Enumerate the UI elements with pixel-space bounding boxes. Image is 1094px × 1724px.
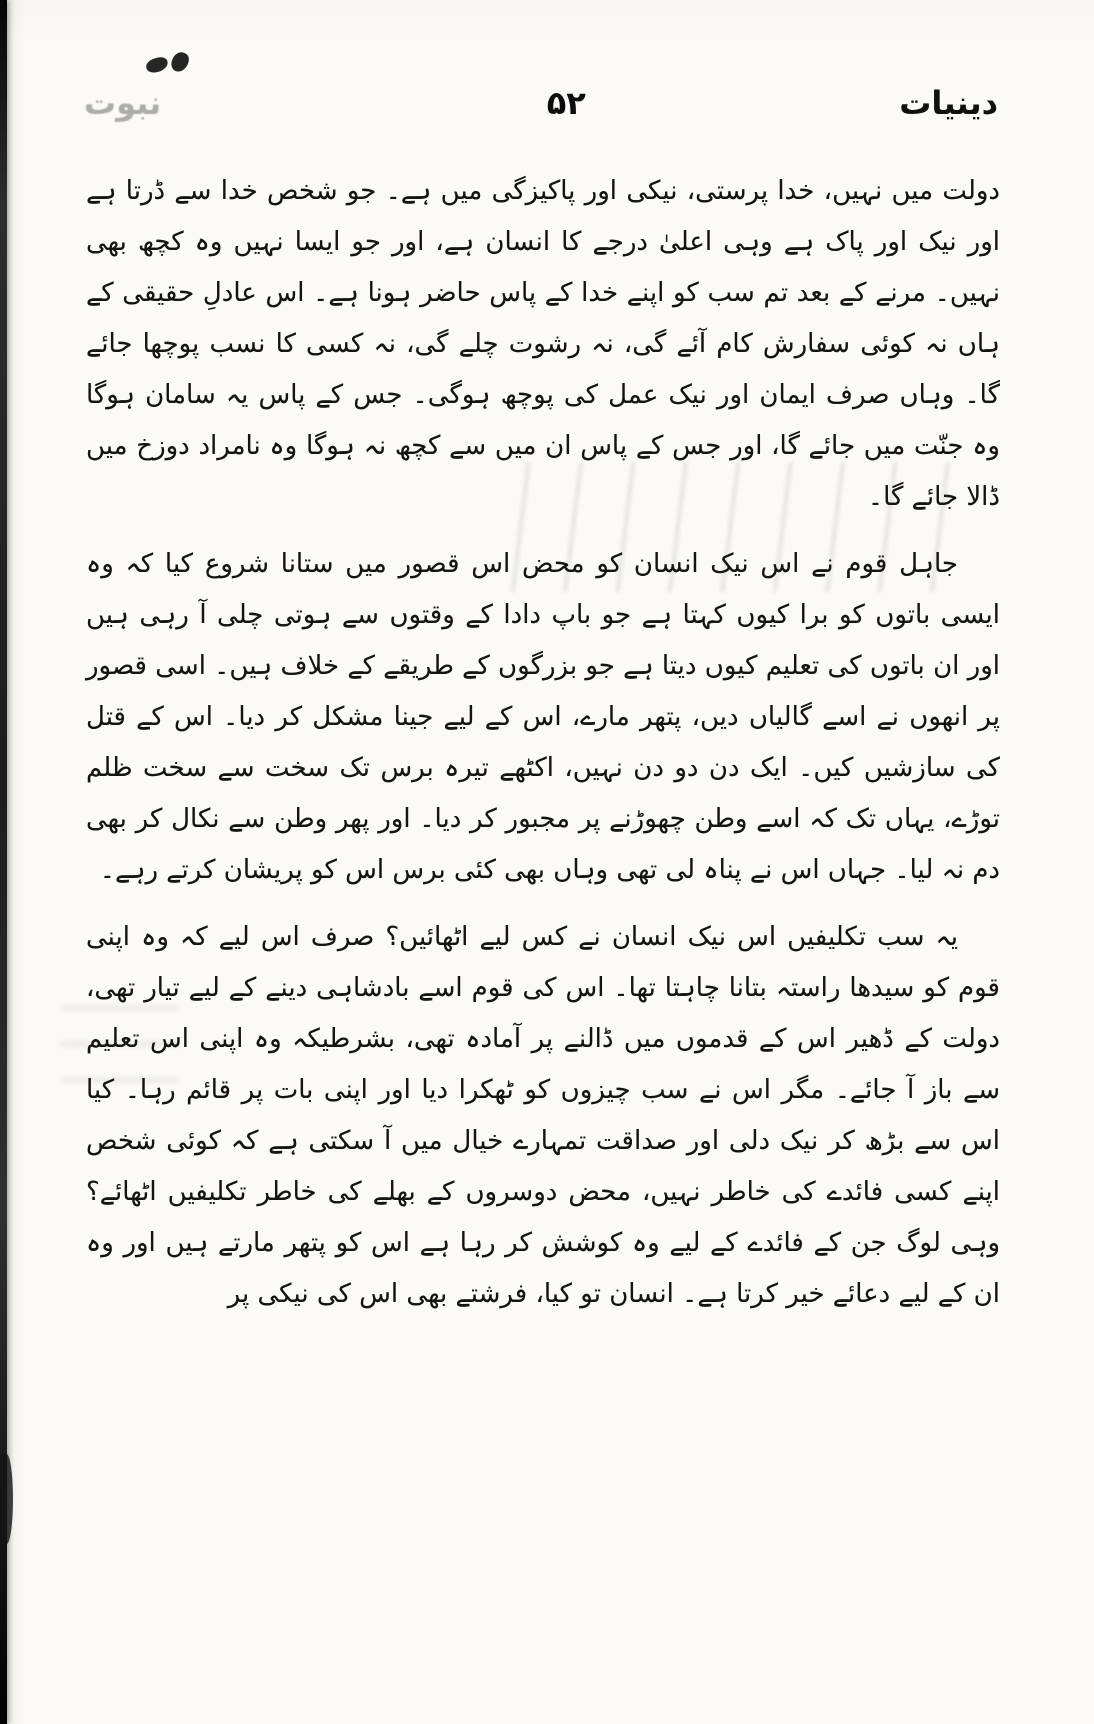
page-number: ۵۲ (546, 84, 586, 122)
paragraph-1: دولت میں نہیں، خدا پرستی، نیکی اور پاکیزگی میں ہے۔ جو شخص خدا سے ڈرتا ہے اور نیک اور پاک ہے وہی اعلیٰ درجے کا انسان ہے، اور جو ایسا نہیں وہ کچھ بھی نہیں۔ مرنے کے بعد تم سب کو اپنے خدا کے پاس حاضر ہونا ہے۔ اس عادلِ حقیقی کے ہاں نہ کوئی سفارش کام آئے گی، نہ رشوت چلے گی، نہ کسی کا نسب پوچھا جائے گا۔ وہاں صرف ایمان اور نیک عمل کی پوچھ ہوگی۔ جس کے پاس یہ سامان ہوگا وہ جنّت میں جائے گا، اور جس کے پاس ان میں سے کچھ نہ ہوگا وہ نامراد دوزخ میں ڈالا جائے گا۔ (86, 176, 1000, 512)
paragraph-3: یہ سب تکلیفیں اس نیک انسان نے کس لیے اٹھائیں؟ صرف اس لیے کہ وہ اپنی قوم کو سیدھا راستہ بتانا چاہتا تھا۔ اس کی قوم اسے بادشاہی دینے کے لیے تیار تھی، دولت کے ڈھیر اس کے قدموں میں ڈالنے پر آمادہ تھی، بشرطیکہ وہ اپنی اس تعلیم سے باز آ جائے۔ مگر اس نے سب چیزوں کو ٹھکرا دیا اور اپنی بات پر قائم رہا۔ کیا اس سے بڑھ کر نیک دلی اور صداقت تمہارے خیال میں آ سکتی ہے کہ کوئی شخص اپنے کسی فائدے کی خاطر نہیں، محض دوسروں کے بھلے کی خاطر تکلیفیں اٹھائے؟ وہی لوگ جن کے فائدے کے لیے وہ کوشش کر رہا ہے اس کو پتھر مارتے ہیں اور وہ ان کے لیے دعائے خیر کرتا ہے۔ انسان تو کیا، فرشتے بھی اس کی نیکی پر (86, 922, 1000, 1309)
scan-edge-ink-blob (0, 1454, 13, 1544)
chapter-title-ghost: نبوت (84, 84, 162, 122)
book-title: دینیات (899, 84, 998, 122)
corner-ink-mark-artifact (146, 50, 196, 86)
page-header (84, 84, 998, 122)
paragraph-2: جاہل قوم نے اس نیک انسان کو محض اس قصور میں ستانا شروع کیا کہ وہ ایسی باتوں کو برا کیوں کہتا ہے جو باپ دادا کے وقتوں سے ہوتی چلی آ رہی ہیں اور ان باتوں کی تعلیم کیوں دیتا ہے جو بزرگوں کے طریقے کے خلاف ہیں۔ اسی قصور پر انھوں نے اسے گالیاں دیں، پتھر مارے، اس کے لیے جینا مشکل کر دیا۔ اس کے قتل کی سازشیں کیں۔ ایک دن دو دن نہیں، اکٹھے تیرہ برس تک سخت سے سخت ظلم توڑے، یہاں تک کہ اسے وطن چھوڑنے پر مجبور کر دیا۔ اور پھر وطن سے نکال کر بھی دم نہ لیا۔ جہاں اس نے پناہ لی تھی وہاں بھی کئی برس اس کو پریشان کرتے رہے۔ (86, 549, 1000, 885)
page-body (86, 166, 1000, 1320)
